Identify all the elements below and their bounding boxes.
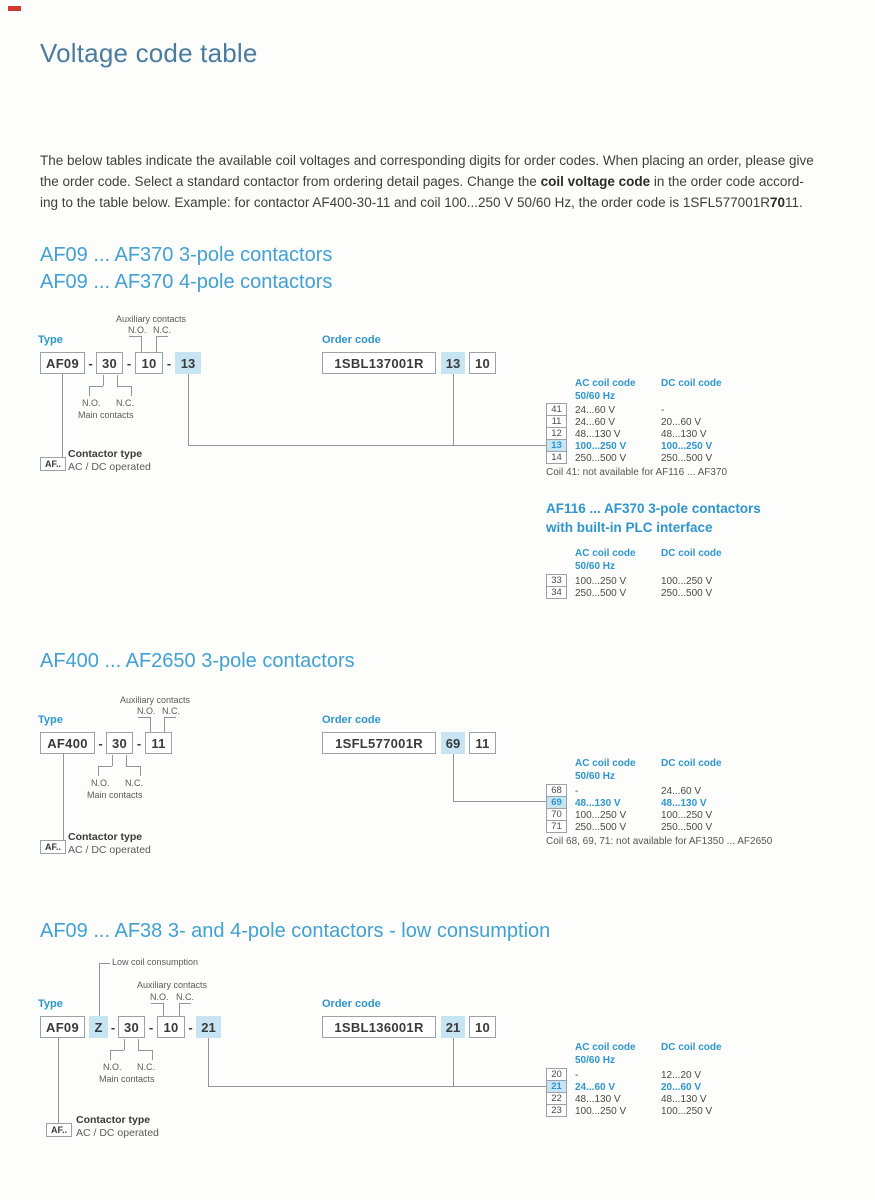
- type-box: AF400: [40, 732, 95, 754]
- order-code-box: 11: [469, 732, 496, 754]
- connector-line: [151, 1003, 163, 1004]
- no-label: N.O.: [150, 992, 169, 1002]
- ac-coil-code-header: AC coil code: [575, 758, 636, 769]
- dc-coil-code-header: DC coil code: [661, 1042, 722, 1053]
- dc-voltage-value: 100...250 V: [661, 810, 713, 821]
- dc-voltage-value-selected: 100...250 V: [661, 441, 713, 452]
- connector-line: [138, 1050, 152, 1051]
- ac-voltage-value: 48...130 V: [575, 429, 621, 440]
- ac-voltage-value: 250...500 V: [575, 588, 627, 599]
- dc-voltage-value: 48...130 V: [661, 429, 707, 440]
- intro-text: The below tables indicate the available coil voltages and corresponding digits for order codes. When placing an order, please give: [40, 153, 814, 168]
- section-heading: AF09 ... AF38 3- and 4-pole contactors - low consumption: [40, 920, 551, 942]
- connector-line: [62, 374, 63, 457]
- order-code-box: 1SBL136001R: [322, 1016, 436, 1038]
- connector-line: [129, 336, 141, 337]
- low-coil-consumption-label: Low coil consumption: [112, 957, 199, 967]
- freq-header: 50/60 Hz: [575, 1055, 616, 1066]
- intro-bold: 70: [769, 195, 785, 210]
- type-label: Type: [38, 334, 63, 346]
- dc-coil-code-header: DC coil code: [661, 548, 722, 559]
- connector-line: [138, 717, 150, 718]
- connector-line: [453, 754, 454, 802]
- section-heading: AF400 ... AF2650 3-pole contactors: [40, 650, 355, 672]
- connector-line: [188, 374, 189, 446]
- dash-separator: -: [136, 735, 142, 751]
- coil-code-cell: 34: [546, 586, 567, 599]
- connector-line: [98, 766, 112, 767]
- type-box: 30: [118, 1016, 145, 1038]
- dash-separator: -: [98, 735, 103, 751]
- contactor-type-label: Contactor type: [68, 448, 143, 460]
- ac-voltage-value: -: [575, 786, 579, 797]
- connector-line: [126, 755, 127, 766]
- acdc-operated-label: AC / DC operated: [76, 1127, 159, 1139]
- ac-coil-code-header: AC coil code: [575, 548, 636, 559]
- contactor-type-box: AF..: [40, 457, 66, 471]
- dc-coil-code-header: DC coil code: [661, 378, 722, 389]
- freq-header: 50/60 Hz: [575, 391, 616, 402]
- dc-voltage-value: 20...60 V: [661, 417, 702, 428]
- dc-voltage-value: 100...250 V: [661, 1106, 713, 1117]
- connector-line: [179, 1003, 191, 1004]
- coil-code-cell-selected: 13: [546, 439, 567, 452]
- ac-voltage-value: 24...60 V: [575, 417, 616, 428]
- type-box: AF09: [40, 1016, 85, 1038]
- connector-line: [131, 386, 132, 396]
- connector-line: [152, 1050, 153, 1060]
- dc-voltage-value: 250...500 V: [661, 588, 713, 599]
- connector-line: [140, 766, 141, 776]
- coil-code-cell-selected: 21: [546, 1080, 567, 1093]
- connector-line: [98, 766, 99, 776]
- coil-code-cell: 71: [546, 820, 567, 833]
- connector-line: [208, 1086, 546, 1087]
- order-code-label: Order code: [322, 334, 381, 346]
- connector-line: [89, 386, 103, 387]
- type-label: Type: [38, 998, 63, 1010]
- dc-voltage-value: 250...500 V: [661, 822, 713, 833]
- coil-code-cell: 22: [546, 1092, 567, 1105]
- freq-header: 50/60 Hz: [575, 771, 616, 782]
- connector-line: [117, 375, 118, 386]
- connector-line: [179, 1003, 180, 1016]
- coil-code-cell: 23: [546, 1104, 567, 1117]
- no-label: N.O.: [137, 706, 156, 716]
- connector-line: [163, 1003, 164, 1016]
- ac-coil-code-header: AC coil code: [575, 378, 636, 389]
- page-title: Voltage code table: [40, 38, 258, 68]
- acdc-operated-label: AC / DC operated: [68, 461, 151, 473]
- intro-text: ing to the table below. Example: for contactor AF400-30-11 and coil 100...250 V 50/60 Hz, the order code is 1SFL577001R: [40, 195, 770, 210]
- ac-voltage-value: 24...60 V: [575, 405, 616, 416]
- coil-code-cell: 68: [546, 784, 567, 797]
- dash-separator: -: [148, 1019, 154, 1035]
- no-label: N.O.: [82, 398, 101, 408]
- code-highlight: 13: [441, 352, 465, 374]
- connector-line: [453, 1038, 454, 1087]
- coil-code-cell: 11: [546, 415, 567, 428]
- ac-voltage-value-selected: 100...250 V: [575, 441, 627, 452]
- dash-separator: -: [88, 355, 93, 371]
- code-highlight: 13: [175, 352, 201, 374]
- table-note: Coil 41: not available for AF116 ... AF370: [546, 467, 728, 478]
- contactor-type-box: AF..: [40, 840, 66, 854]
- dash-separator: -: [166, 355, 172, 371]
- main-contacts-label: Main contacts: [87, 790, 143, 800]
- type-label: Type: [38, 714, 63, 726]
- ac-voltage-value-selected: 24...60 V: [575, 1082, 616, 1093]
- nc-label: N.C.: [176, 992, 194, 1002]
- type-box: AF09: [40, 352, 85, 374]
- ac-voltage-value: 100...250 V: [575, 576, 627, 587]
- nc-label: N.C.: [125, 778, 143, 788]
- type-box: 30: [106, 732, 133, 754]
- order-code-box: 1SFL577001R: [322, 732, 436, 754]
- main-contacts-label: Main contacts: [99, 1074, 155, 1084]
- connector-line: [99, 963, 110, 964]
- section-heading: AF09 ... AF370 3-pole contactors: [40, 244, 333, 266]
- no-label: N.O.: [128, 325, 147, 335]
- connector-line: [156, 336, 168, 337]
- intro-text: in the order code accord-: [650, 174, 804, 189]
- coil-code-cell-selected: 69: [546, 796, 567, 809]
- connector-line: [110, 1050, 124, 1051]
- order-code-box: 10: [469, 1016, 496, 1038]
- dc-voltage-value: 250...500 V: [661, 453, 713, 464]
- contactor-type-box: AF..: [46, 1123, 72, 1137]
- aux-contacts-label: Auxiliary contacts: [120, 695, 191, 705]
- freq-header: 50/60 Hz: [575, 561, 616, 572]
- order-code-label: Order code: [322, 998, 381, 1010]
- connector-line: [103, 375, 104, 386]
- connector-line: [188, 445, 546, 446]
- intro-line: [40, 153, 814, 168]
- dc-voltage-value: -: [661, 405, 665, 416]
- connector-line: [117, 386, 131, 387]
- connector-line: [89, 386, 90, 396]
- ac-coil-code-header: AC coil code: [575, 1042, 636, 1053]
- ac-voltage-value: 100...250 V: [575, 810, 627, 821]
- order-code-box: 1SBL137001R: [322, 352, 436, 374]
- connector-line: [112, 755, 113, 766]
- plc-subheading: with built-in PLC interface: [546, 520, 713, 535]
- coil-code-cell: 33: [546, 574, 567, 587]
- coil-code-cell: 41: [546, 403, 567, 416]
- type-box: 30: [96, 352, 123, 374]
- aux-contacts-label: Auxiliary contacts: [137, 980, 208, 990]
- connector-line: [150, 717, 151, 732]
- plc-subheading: AF116 ... AF370 3-pole contactors: [546, 501, 761, 516]
- coil-code-cell: 12: [546, 427, 567, 440]
- intro-text: 11.: [785, 195, 803, 210]
- nc-label: N.C.: [116, 398, 134, 408]
- connector-line: [138, 1039, 139, 1050]
- intro-bold: coil voltage code: [540, 174, 651, 189]
- connector-line: [164, 717, 176, 718]
- code-highlight: 69: [441, 732, 465, 754]
- ac-voltage-value-selected: 48...130 V: [575, 798, 621, 809]
- main-contacts-label: Main contacts: [78, 410, 134, 420]
- connector-line: [208, 1038, 209, 1087]
- ac-voltage-value: -: [575, 1070, 579, 1081]
- dash-separator: -: [110, 1019, 116, 1035]
- coil-code-cell: 70: [546, 808, 567, 821]
- dc-coil-code-header: DC coil code: [661, 758, 722, 769]
- dash-separator: -: [126, 355, 132, 371]
- intro-line: [40, 174, 804, 189]
- dc-voltage-value-selected: 20...60 V: [661, 1082, 702, 1093]
- dc-voltage-value: 100...250 V: [661, 576, 713, 587]
- type-box: 11: [145, 732, 172, 754]
- ac-voltage-value: 250...500 V: [575, 822, 627, 833]
- page-corner-mark: [8, 6, 21, 11]
- table-note: Coil 68, 69, 71: not available for AF1350 ... AF2650: [546, 836, 773, 847]
- type-box: 10: [135, 352, 163, 374]
- connector-line: [58, 1038, 59, 1123]
- no-label: N.O.: [103, 1062, 122, 1072]
- connector-line: [126, 766, 140, 767]
- contactor-type-label: Contactor type: [68, 831, 143, 843]
- order-code-box: 10: [469, 352, 496, 374]
- ac-voltage-value: 250...500 V: [575, 453, 627, 464]
- coil-code-cell: 20: [546, 1068, 567, 1081]
- ac-voltage-value: 100...250 V: [575, 1106, 627, 1117]
- ac-voltage-value: 48...130 V: [575, 1094, 621, 1105]
- intro-text: the order code. Select a standard contactor from ordering detail pages. Change the: [40, 174, 541, 189]
- connector-line: [141, 336, 142, 352]
- dc-voltage-value-selected: 48...130 V: [661, 798, 707, 809]
- dash-separator: -: [188, 1019, 193, 1035]
- nc-label: N.C.: [137, 1062, 155, 1072]
- intro-line: [40, 195, 803, 210]
- code-highlight: 21: [196, 1016, 221, 1038]
- coil-code-cell: 14: [546, 451, 567, 464]
- connector-line: [164, 717, 165, 732]
- connector-line: [99, 963, 100, 1016]
- dc-voltage-value: 12...20 V: [661, 1070, 702, 1081]
- type-box: 10: [157, 1016, 185, 1038]
- dc-voltage-value: 48...130 V: [661, 1094, 707, 1105]
- connector-line: [156, 336, 157, 352]
- nc-label: N.C.: [153, 325, 171, 335]
- connector-line: [124, 1039, 125, 1050]
- connector-line: [453, 801, 546, 802]
- no-label: N.O.: [91, 778, 110, 788]
- dc-voltage-value: 24...60 V: [661, 786, 702, 797]
- section-heading: AF09 ... AF370 4-pole contactors: [40, 271, 333, 293]
- nc-label: N.C.: [162, 706, 180, 716]
- contactor-type-label: Contactor type: [76, 1114, 151, 1126]
- connector-line: [63, 754, 64, 840]
- code-highlight: 21: [441, 1016, 465, 1038]
- order-code-label: Order code: [322, 714, 381, 726]
- aux-contacts-label: Auxiliary contacts: [116, 314, 187, 324]
- acdc-operated-label: AC / DC operated: [68, 844, 151, 856]
- connector-line: [453, 374, 454, 446]
- code-highlight: Z: [89, 1016, 108, 1038]
- connector-line: [110, 1050, 111, 1060]
